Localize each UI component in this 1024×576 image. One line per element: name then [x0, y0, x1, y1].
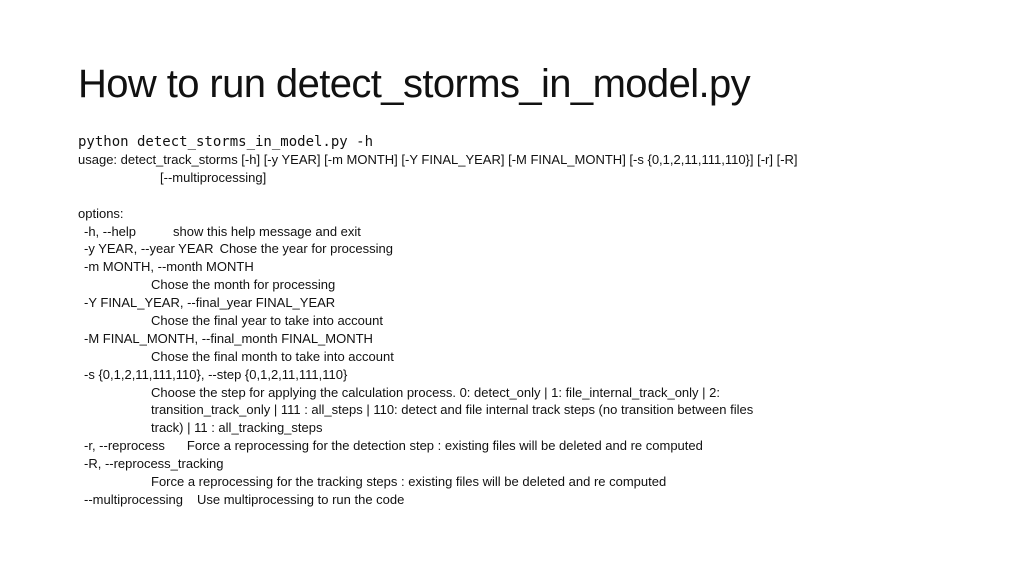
command-line: python detect_storms_in_model.py -h: [78, 134, 374, 150]
option-flag: --multiprocessing: [84, 491, 183, 507]
usage-continuation: [--multiprocessing]: [160, 169, 267, 185]
option-year: [78, 240, 798, 258]
usage-line: usage: detect_track_storms [-h] [-y YEAR] [-m MONTH] [-Y FINAL_YEAR] [-M FINAL_MONTH] [-s {0,1,2,11,111,110}] [-r] [-R]: [78, 152, 798, 167]
option-final-year-flag: -Y FINAL_YEAR, --final_year FINAL_YEAR: [84, 295, 336, 311]
option-flag: -r, --reprocess: [84, 438, 165, 454]
option-month-description: Chose the month for processing: [151, 277, 336, 293]
options-header: options:: [78, 205, 124, 221]
option-step-description-3: track) | 11 : all_tracking_steps: [151, 420, 323, 436]
help-output: [78, 151, 798, 509]
option-multiprocessing: [78, 491, 798, 509]
option-step-description-1: Choose the step for applying the calculation process. 0: detect_only | 1: file_internal_track_only | 2:: [151, 384, 720, 400]
option-step-description-2: transition_track_only | 111 : all_steps | 110: detect and file internal track steps (no transition between files: [151, 402, 754, 418]
option-description: Use multiprocessing to run the code: [196, 491, 405, 507]
option-final-month-flag: -M FINAL_MONTH, --final_month FINAL_MONTH: [84, 330, 373, 346]
option-description: Force a reprocessing for the detection step : existing files will be deleted and re computed: [186, 438, 703, 454]
option-step-flag: -s {0,1,2,11,111,110}, --step {0,1,2,11,111,110}: [84, 366, 348, 382]
option-reprocess-tracking-flag: -R, --reprocess_tracking: [84, 456, 224, 472]
option-reprocess: [78, 437, 798, 455]
option-month-flag: -m MONTH, --month MONTH: [84, 259, 254, 275]
option-flag: -h, --help: [84, 223, 137, 239]
option-description: show this help message and exit: [173, 223, 361, 239]
option-final-year-description: Chose the final year to take into account: [151, 313, 383, 329]
option-description: Chose the year for processing: [219, 241, 393, 257]
option-flag: -y YEAR, --year YEAR: [84, 241, 214, 257]
option-reprocess-tracking-description: Force a reprocessing for the tracking steps : existing files will be deleted and re computed: [151, 474, 667, 490]
option-final-month-description: Chose the final month to take into account: [151, 348, 394, 364]
blank-line: [78, 187, 798, 205]
option-help: [78, 223, 798, 241]
slide-title: How to run detect_storms_in_model.py: [78, 62, 751, 106]
